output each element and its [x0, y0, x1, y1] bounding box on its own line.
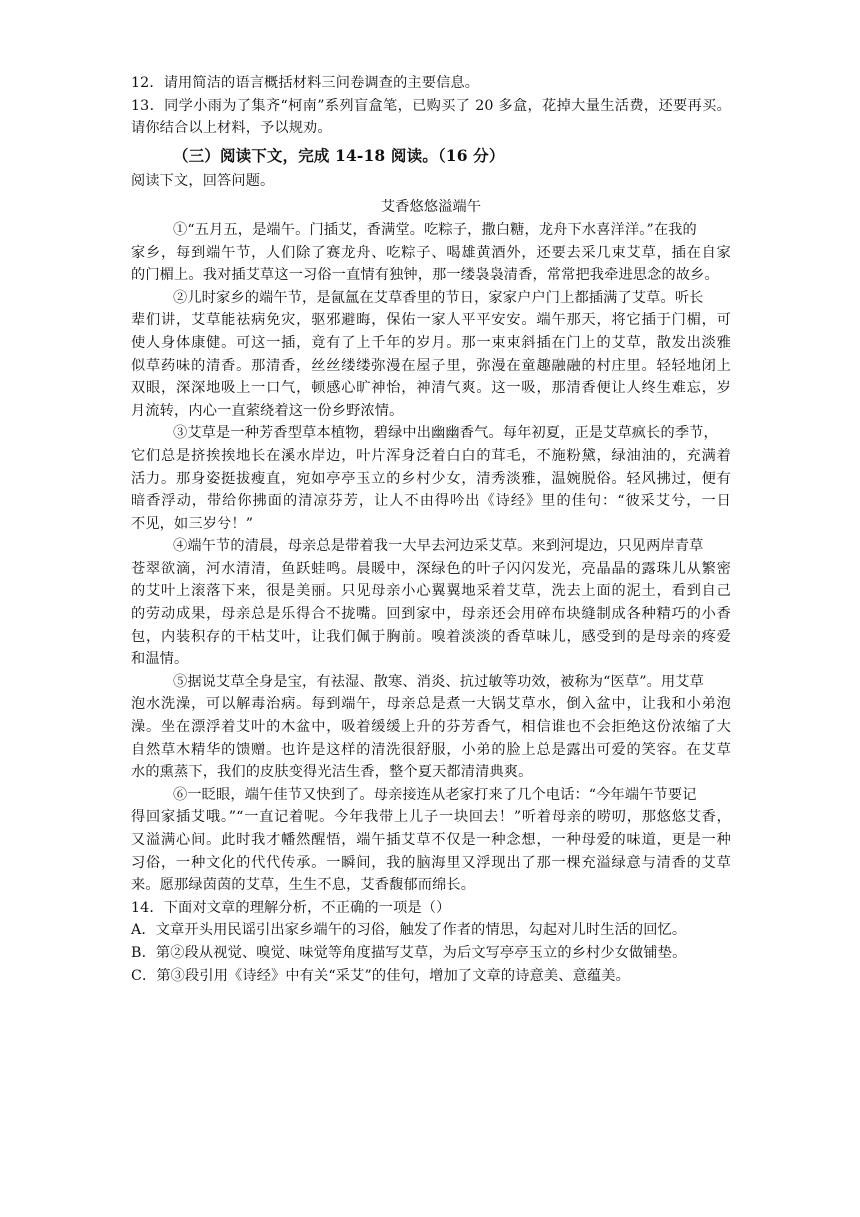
essay-line: 又溢满心间。此时我才幡然醒悟，端午插艾草不仅是一种念想，一种母爱的味道，更是一种 — [131, 832, 731, 848]
essay-line: 月流转，内心一直萦绕着这一份乡野浓情。 — [131, 402, 404, 419]
essay-line: 它们总是挤挨挨地长在溪水岸边，叶片浑身泛着白白的茸毛，不施粉黛，绿油油的，充满着 — [131, 447, 731, 464]
essay-line: ⑤据说艾草全身是宝，有祛湿、散寒、消炎、抗过敏等功效，被称为“医草”。用艾草 — [173, 673, 704, 690]
page-content — [131, 72, 731, 987]
essay-line: 水的熏蒸下，我们的皮肤变得光洁生香，整个夏天都清清典爽。 — [131, 764, 533, 781]
essay-line: 来。愿那绿茵茵的艾草，生生不息，艾香馥郁而绵长。 — [131, 877, 476, 894]
essay-line: 泡水洗澡，可以解毒治病。每到端午，母亲总是煮一大锅艾草水，倒入盆中，让我和小弟泡 — [131, 696, 731, 713]
essay-line: 家乡，每到端午节，人们除了赛龙舟、吃粽子、喝雄黄酒外，还要去采几束艾草，插在自家 — [131, 244, 731, 261]
essay-paragraph-6 — [131, 784, 731, 897]
essay-line: 的劳动成果，母亲总是乐得合不拢嘴。回到家中，母亲还会用碎布块缝制成各种精巧的小香 — [131, 606, 731, 623]
question-13-line-2: 请你结合以上材料，予以规劝。 — [131, 120, 332, 137]
essay-line: ①“五月五，是端午。门插艾，香满堂。吃粽子，撒白糖，龙舟下水喜洋洋。”在我的 — [173, 221, 697, 238]
essay-line: 澡。坐在漂浮着艾叶的木盆中，吸着缓缓上升的芬芳香气，相信谁也不会拒绝这份浓缩了大 — [131, 719, 731, 736]
essay-line: 辈们讲，艾草能祛病免灾，驱邪避晦，保佑一家人平平安安。端午那天，将它插于门楣，可 — [131, 312, 731, 329]
essay-line: 苍翠欲滴，河水清清，鱼跃蛙鸣。晨暖中，深绿色的叶子闪闪发光，亮晶晶的露珠儿从繁密 — [131, 560, 731, 577]
essay-line: 自然草木精华的馈赠。也许是这样的清洗很舒服，小弟的脸上总是露出可爱的笑容。在艾草 — [131, 741, 731, 758]
essay-line: ⑥一眨眼，端午佳节又快到了。母亲接连从老家打来了几个电话：“今年端午节要记 — [173, 786, 697, 803]
essay-paragraph-5 — [131, 671, 731, 784]
question-12: 12．请用简洁的语言概括材料三问卷调查的主要信息。 — [131, 75, 480, 91]
essay-line: 使人身体康健。可这一插，竟有了上千年的岁月。那一束束斜插在门上的艾草，散发出淡雅 — [131, 334, 731, 351]
essay-paragraph-1 — [131, 219, 731, 287]
essay-line: 和温情。 — [131, 651, 189, 668]
essay-line: ③艾草是一种芳香型草本植物，碧绿中出幽幽香气。每年初夏，正是艾草疯长的季节， — [173, 425, 718, 442]
essay-line: 包，内装积存的干枯艾叶，让我们佩于胸前。嗅着淡淡的香草味儿，感受到的是母亲的疼爱 — [131, 628, 731, 645]
essay-paragraph-2 — [131, 287, 731, 423]
essay-line: ④端午节的清晨，母亲总是带着我一大早去河边采艾草。来到河堤边，只见两岸青草 — [173, 538, 704, 555]
question-14-option-b: B．第②段从视觉、嗅觉、味觉等角度描写艾草，为后文写亭亭玉立的乡村少女做铺垫。 — [131, 944, 687, 961]
essay-line: 习俗，一种文化的代代传承。一瞬间，我的脑海里又浮现出了那一棵充溢绿意与清香的艾草 — [131, 854, 731, 871]
essay-line: 得回家插艾哦。”“一直记着呢。今年我带上儿子一块回去！”听着母亲的唠叨，那悠悠艾香， — [131, 809, 731, 826]
essay-line: 暗香浮动，带给你拂面的清凉芬芳，让人不由得吟出《诗经》里的佳句：“彼采艾兮，一日 — [131, 493, 731, 510]
essay-line: 活力。那身姿挺拔瘦直，宛如亭亭玉立的乡村少女，清秀淡雅，温婉脱俗。轻风拂过，便有 — [131, 470, 731, 487]
essay-title: 艾香悠悠溢端午 — [380, 199, 482, 216]
question-14-option-c: C．第③段引用《诗经》中有关“采艾”的佳句，增加了文章的诗意美、意蕴美。 — [131, 967, 630, 984]
essay-line: 的艾叶上滚落下来，很是美丽。只见母亲小心翼翼地采着艾草，洗去上面的泥土，看到自己 — [131, 583, 731, 600]
section-instruction: 阅读下文，回答问题。 — [131, 172, 275, 189]
essay-line: ②儿时家乡的端午节，是氤氲在艾草香里的节日，家家户户门上都插满了艾草。听长 — [173, 289, 704, 306]
question-13-line-1: 13．同学小雨为了集齐“柯南”系列盲盒笔，已购买了 20 多盒，花掉大量生活费，还要再买。 — [131, 97, 731, 114]
question-14-option-a: A．文章开头用民谣引出家乡端午的习俗，触发了作者的情思，勾起对儿时生活的回忆。 — [131, 922, 687, 939]
section-heading: （三）阅读下文，完成 14-18 阅读。（16 分） — [173, 145, 505, 165]
essay-paragraph-4 — [131, 535, 731, 671]
essay-paragraph-3 — [131, 422, 731, 535]
essay-line: 双眼，深深地吸上一口气，顿感心旷神怡，神清气爽。这一吸，那清香便让人终生难忘，岁 — [131, 380, 731, 397]
essay-line: 的门楣上。我对插艾草这一习俗一直情有独钟，那一缕袅袅清香，常常把我牵进思念的故乡。 — [131, 267, 719, 284]
question-14-stem: 14．下面对文章的理解分析，不正确的一项是（） — [131, 899, 451, 916]
essay-line: 不见，如三岁兮！” — [131, 515, 254, 532]
essay-line: 似草药味的清香。那清香，丝丝缕缕弥漫在屋子里，弥漫在童趣融融的村庄里。轻轻地闭上 — [131, 357, 731, 374]
